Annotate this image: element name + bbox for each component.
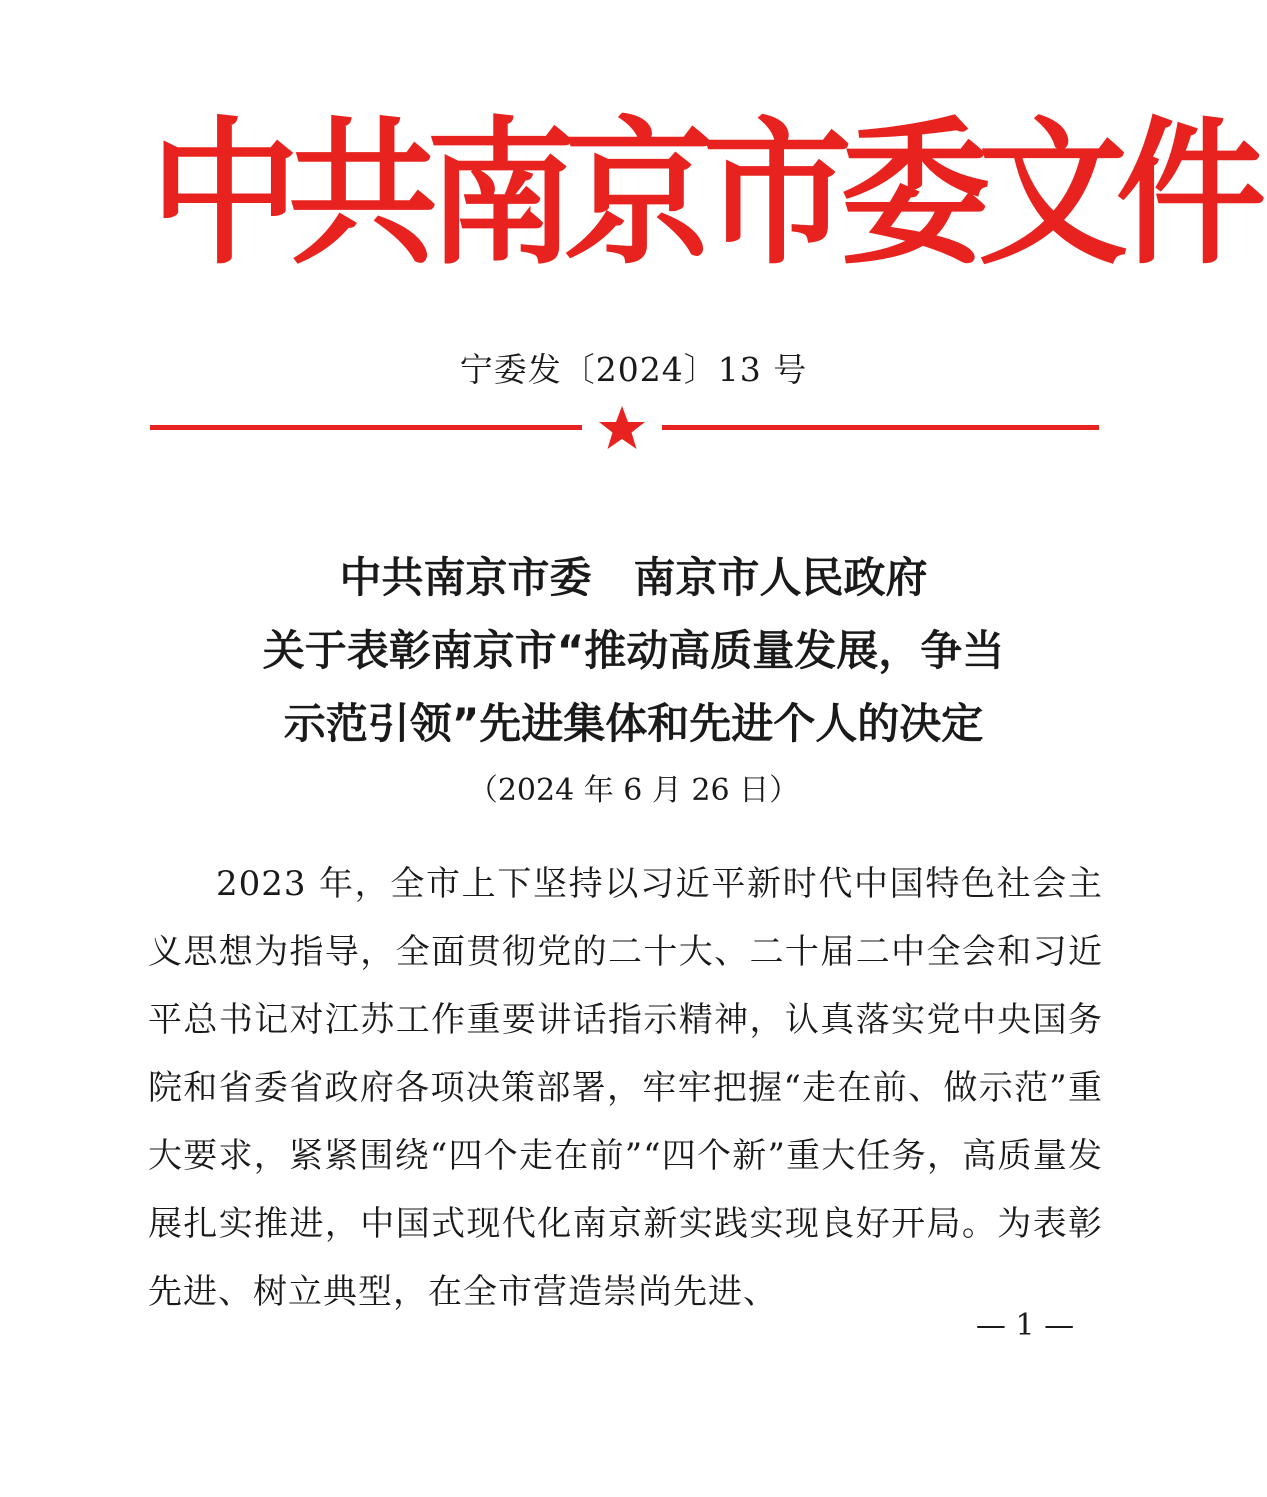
red-rule-left <box>150 425 582 430</box>
document-title-line-2: 关于表彰南京市“推动高质量发展，争当 <box>262 626 1005 675</box>
masthead-title: 中共南京市委文件 <box>150 103 1255 287</box>
document-title-line-1: 中共南京市委 南京市人民政府 <box>339 553 928 602</box>
document-date: （2024 年 6 月 26 日） <box>467 773 800 808</box>
body-paragraph: 2023 年，全市上下坚持以习近平新时代中国特色社会主义思想为指导，全面贯彻党的二十大、二十届二中全会和习近平总书记对江苏工作重要讲话指示精神，认真落实党中央国务院和省委省政府各项决策部署，牢牢把握“走在前、做示范”重大要求，紧紧围绕“四个走在前”“四个新”重大任务，高质量发展扎实推进，中国式现代化南京新实践实现良好开局。为表彰先进、树立典型，在全市营造崇尚先进、 <box>148 864 1103 1312</box>
document-title-line-3: 示范引领”先进集体和先进个人的决定 <box>283 699 984 748</box>
red-rule-right <box>662 425 1099 430</box>
document-number: 宁委发〔2024〕13 号 <box>459 350 808 389</box>
star-icon <box>597 403 647 453</box>
page-number: — 1 — <box>975 1308 1075 1343</box>
